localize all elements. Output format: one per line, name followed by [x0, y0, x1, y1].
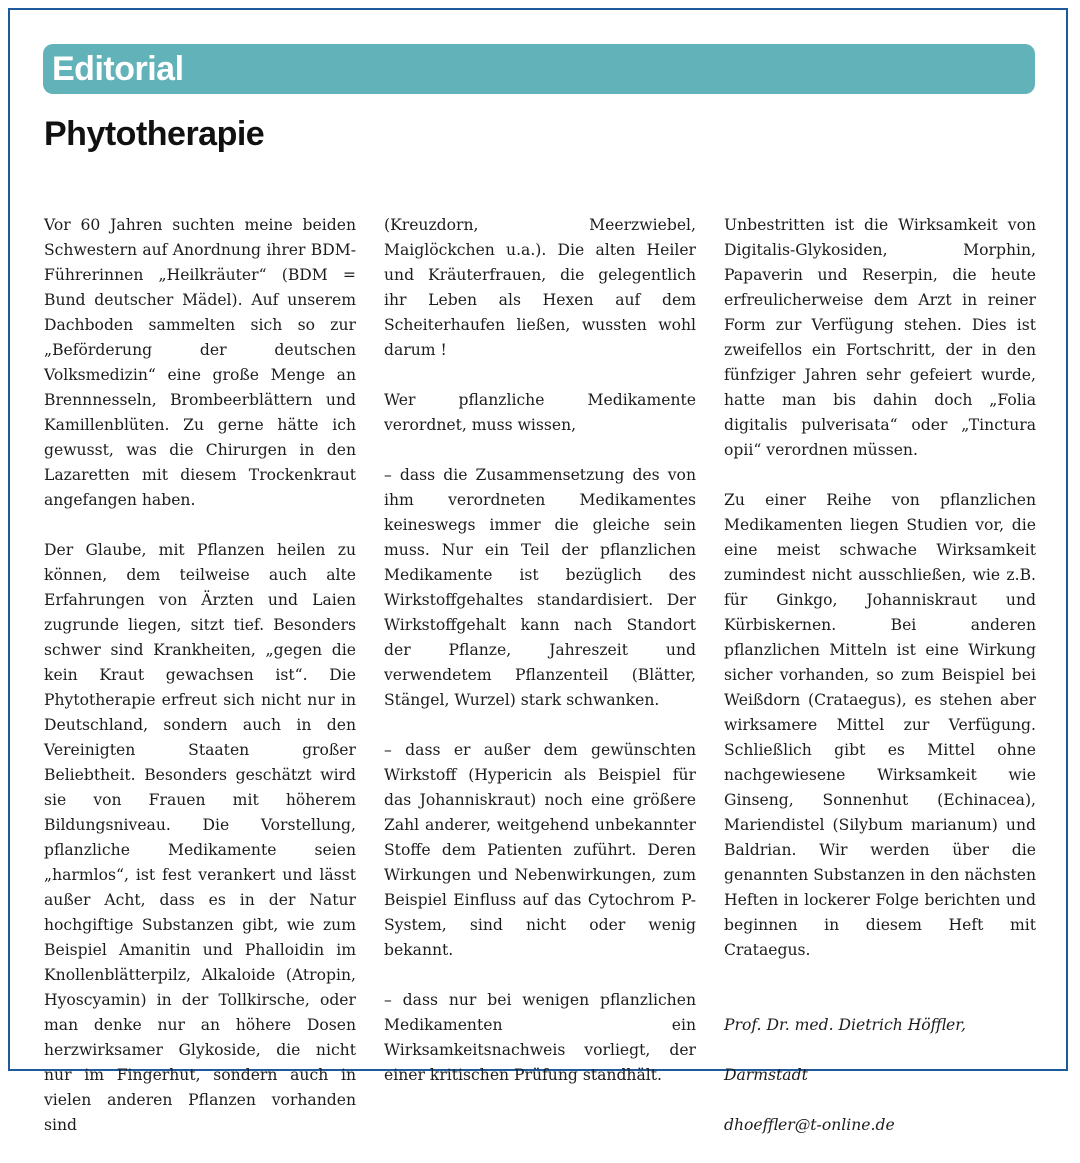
- paragraph: – dass er außer dem gewünschten Wirkstoff (Hypericin als Beispiel für das Johanniskraut) noch eine größere Zahl anderer, weitgehend unbekannter Stoffe dem Patienten zuführt. Deren Wirkungen und Nebenwirkungen, zum Beispiel Einfluss auf das Cytochrom P-System, sind nicht oder wenig bekannt.: [384, 741, 696, 959]
- paragraph: – dass nur bei wenigen pflanzlichen Medikamenten ein Wirksamkeitsnachweis vorliegt, der einer kritischen Prüfung standhält.: [384, 991, 696, 1084]
- text-column-1: [44, 213, 356, 1163]
- author-email: dhoeffler@t-online.de: [724, 1116, 895, 1134]
- author-city: Darmstadt: [724, 1066, 808, 1084]
- paragraph: – dass die Zusammensetzung des von ihm verordneten Medikamentes keineswegs immer die gleiche sein muss. Nur ein Teil der pflanzlichen Medikamente ist bezüglich des Wirkstoffgehaltes standardisiert. Der Wirkstoffgehalt kann nach Standort der Pflanze, Jahreszeit und verwendetem Pflanzenteil (Blätter, Stängel, Wurzel) stark schwanken.: [384, 466, 696, 709]
- paragraph: Der Glaube, mit Pflanzen heilen zu können, dem teilweise auch alte Erfahrungen von Ärzten und Laien zugrunde liegen, sitzt tief. Besonders schwer sind Krankheiten, „gegen die kein Kraut gewachsen ist“. Die Phytotherapie erfreut sich nicht nur in Deutschland, sondern auch in den Vereinigten Staaten großer Beliebtheit. Besonders geschätzt wird sie von Frauen mit höherem Bildungsniveau. Die Vorstellung, pflanzliche Medikamente seien „harmlos“, ist fest verankert und lässt außer Acht, dass es in der Natur hochgiftige Substanzen gibt, wie zum Beispiel Amanitin und Phalloidin im Knollenblätterpilz, Alkaloide (Atropin, Hyoscyamin) in der Tollkirsche, oder man denke nur an höhere Dosen herzwirksamer Glykoside, die nicht nur im Fingerhut, sondern auch in vielen anderen Pflanzen vorhanden sind: [44, 541, 356, 1134]
- paragraph: Vor 60 Jahren suchten meine beiden Schwestern auf Anordnung ihrer BDM-Führerinnen „Heilkräuter“ (BDM = Bund deutscher Mädel). Auf unserem Dachboden sammelten sich so zur „Beförderung der deutschen Volksmedizin“ eine große Menge an Brennnesseln, Brombeerblättern und Kamillenblüten. Zu gerne hätte ich gewusst, was die Chirurgen in den Lazaretten mit diesem Trockenkraut angefangen haben.: [44, 216, 356, 509]
- text-column-2: [384, 213, 696, 1113]
- section-label: Editorial: [52, 50, 184, 88]
- page-title: Phytotherapie: [44, 115, 265, 153]
- paragraph: Zu einer Reihe von pflanzlichen Medikamenten liegen Studien vor, die eine meist schwache Wirksamkeit zumindest nicht ausschließen, wie z.B. für Ginkgo, Johanniskraut und Kürbiskernen. Bei anderen pflanzlichen Mitteln ist eine Wirkung sicher vorhanden, so zum Beispiel bei Weißdorn (Crataegus), es stehen aber wirksamere Mittel zur Verfügung. Schließlich gibt es Mittel ohne nachgewiesene Wirksamkeit wie Ginseng, Sonnenhut (Echinacea), Mariendistel (Silybum marianum) und Baldrian. Wir werden über die genannten Substanzen in den nächsten Heften in lockerer Folge berichten und beginnen in diesem Heft mit Crataegus.: [724, 491, 1036, 959]
- text-column-3: [724, 213, 1036, 1163]
- section-header-bar: [43, 44, 1035, 94]
- signature: [724, 1013, 1036, 1138]
- paragraph: Wer pflanzliche Medikamente verordnet, muss wissen,: [384, 391, 696, 434]
- paragraph: (Kreuzdorn, Meerzwiebel, Maiglöckchen u.a.). Die alten Heiler und Kräuterfrauen, die gelegentlich ihr Leben als Hexen auf dem Scheiterhaufen ließen, wussten wohl darum !: [384, 216, 696, 359]
- paragraph: Unbestritten ist die Wirksamkeit von Digitalis-Glykosiden, Morphin, Papaverin und Reserpin, die heute erfreulicherweise dem Arzt in reiner Form zur Verfügung stehen. Dies ist zweifellos ein Fortschritt, der in den fünfziger Jahren sehr gefeiert wurde, hatte man bis dahin doch „Folia digitalis pulverisata“ oder „Tinctura opii“ verordnen müssen.: [724, 216, 1036, 459]
- author-name: Prof. Dr. med. Dietrich Höffler,: [724, 1016, 966, 1034]
